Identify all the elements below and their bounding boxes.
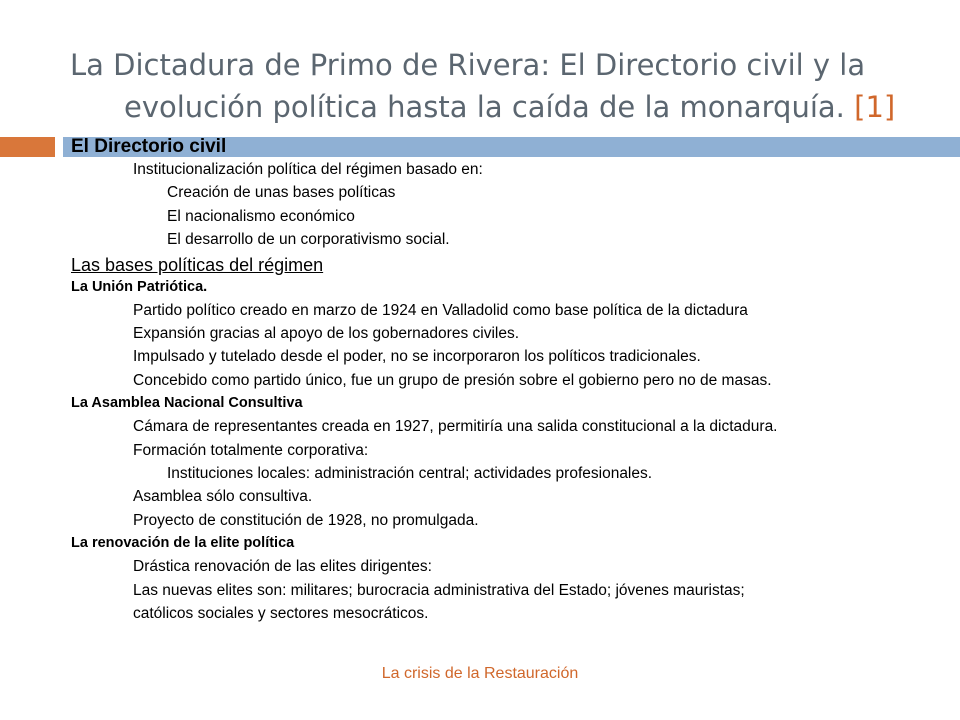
- renovacion-item-1: Drástica renovación de las elites dirigentes:: [133, 558, 432, 576]
- renovacion-item-2-line1: Las nuevas elites son: militares; burocracia administrativa del Estado; jóvenes mauristas;: [133, 581, 745, 599]
- union-item-3: Impulsado y tutelado desde el poder, no se incorporaron los políticos tradicionales.: [133, 348, 701, 366]
- bullet-base-2: El nacionalismo económico: [167, 207, 355, 225]
- asamblea-item-1: Cámara de representantes creada en 1927, permitiría una salida constitucional a la dictadura.: [133, 418, 778, 436]
- heading-union-patriotica: La Unión Patriótica.: [71, 278, 208, 295]
- union-item-4: Concebido como partido único, fue un grupo de presión sobre el gobierno pero no de masas.: [133, 371, 772, 389]
- union-item-1: Partido político creado en marzo de 1924 en Valladolid como base política de la dictadura: [133, 301, 748, 319]
- title-reference: [1]: [854, 90, 896, 124]
- renovacion-item-2-line2: católicos sociales y sectores mesocráticos.: [133, 605, 429, 623]
- union-item-2: Expansión gracias al apoyo de los gobernadores civiles.: [133, 325, 520, 343]
- heading-asamblea: La Asamblea Nacional Consultiva: [71, 395, 303, 412]
- asamblea-item-3: Asamblea sólo consultiva.: [133, 488, 313, 506]
- bullet-base-1: Creación de unas bases políticas: [167, 184, 396, 202]
- asamblea-item-2: Formación totalmente corporativa:: [133, 441, 369, 459]
- slide-title-line2-wrap: [70, 86, 940, 128]
- slide-footer: La crisis de la Restauración: [381, 665, 579, 682]
- slide-title-line1: La Dictadura de Primo de Rivera: El Directorio civil y la: [70, 48, 866, 82]
- slide-title-line2: evolución política hasta la caída de la monarquía.: [124, 90, 845, 124]
- subheading-bases-politicas: Las bases políticas del régimen: [71, 254, 324, 275]
- slide-title: [70, 44, 940, 128]
- asamblea-item-4: Proyecto de constitución de 1928, no promulgada.: [133, 511, 479, 529]
- bullet-base-3: El desarrollo de un corporativismo social.: [167, 231, 450, 249]
- intro-text: Institucionalización política del régimen basado en:: [133, 161, 483, 178]
- slide-body: [71, 136, 951, 626]
- heading-renovacion: La renovación de la elite política: [71, 535, 295, 552]
- section-heading: El Directorio civil: [71, 136, 227, 157]
- orange-accent-bar: [0, 137, 55, 157]
- asamblea-item-2-sub: Instituciones locales: administración central; actividades profesionales.: [167, 465, 653, 483]
